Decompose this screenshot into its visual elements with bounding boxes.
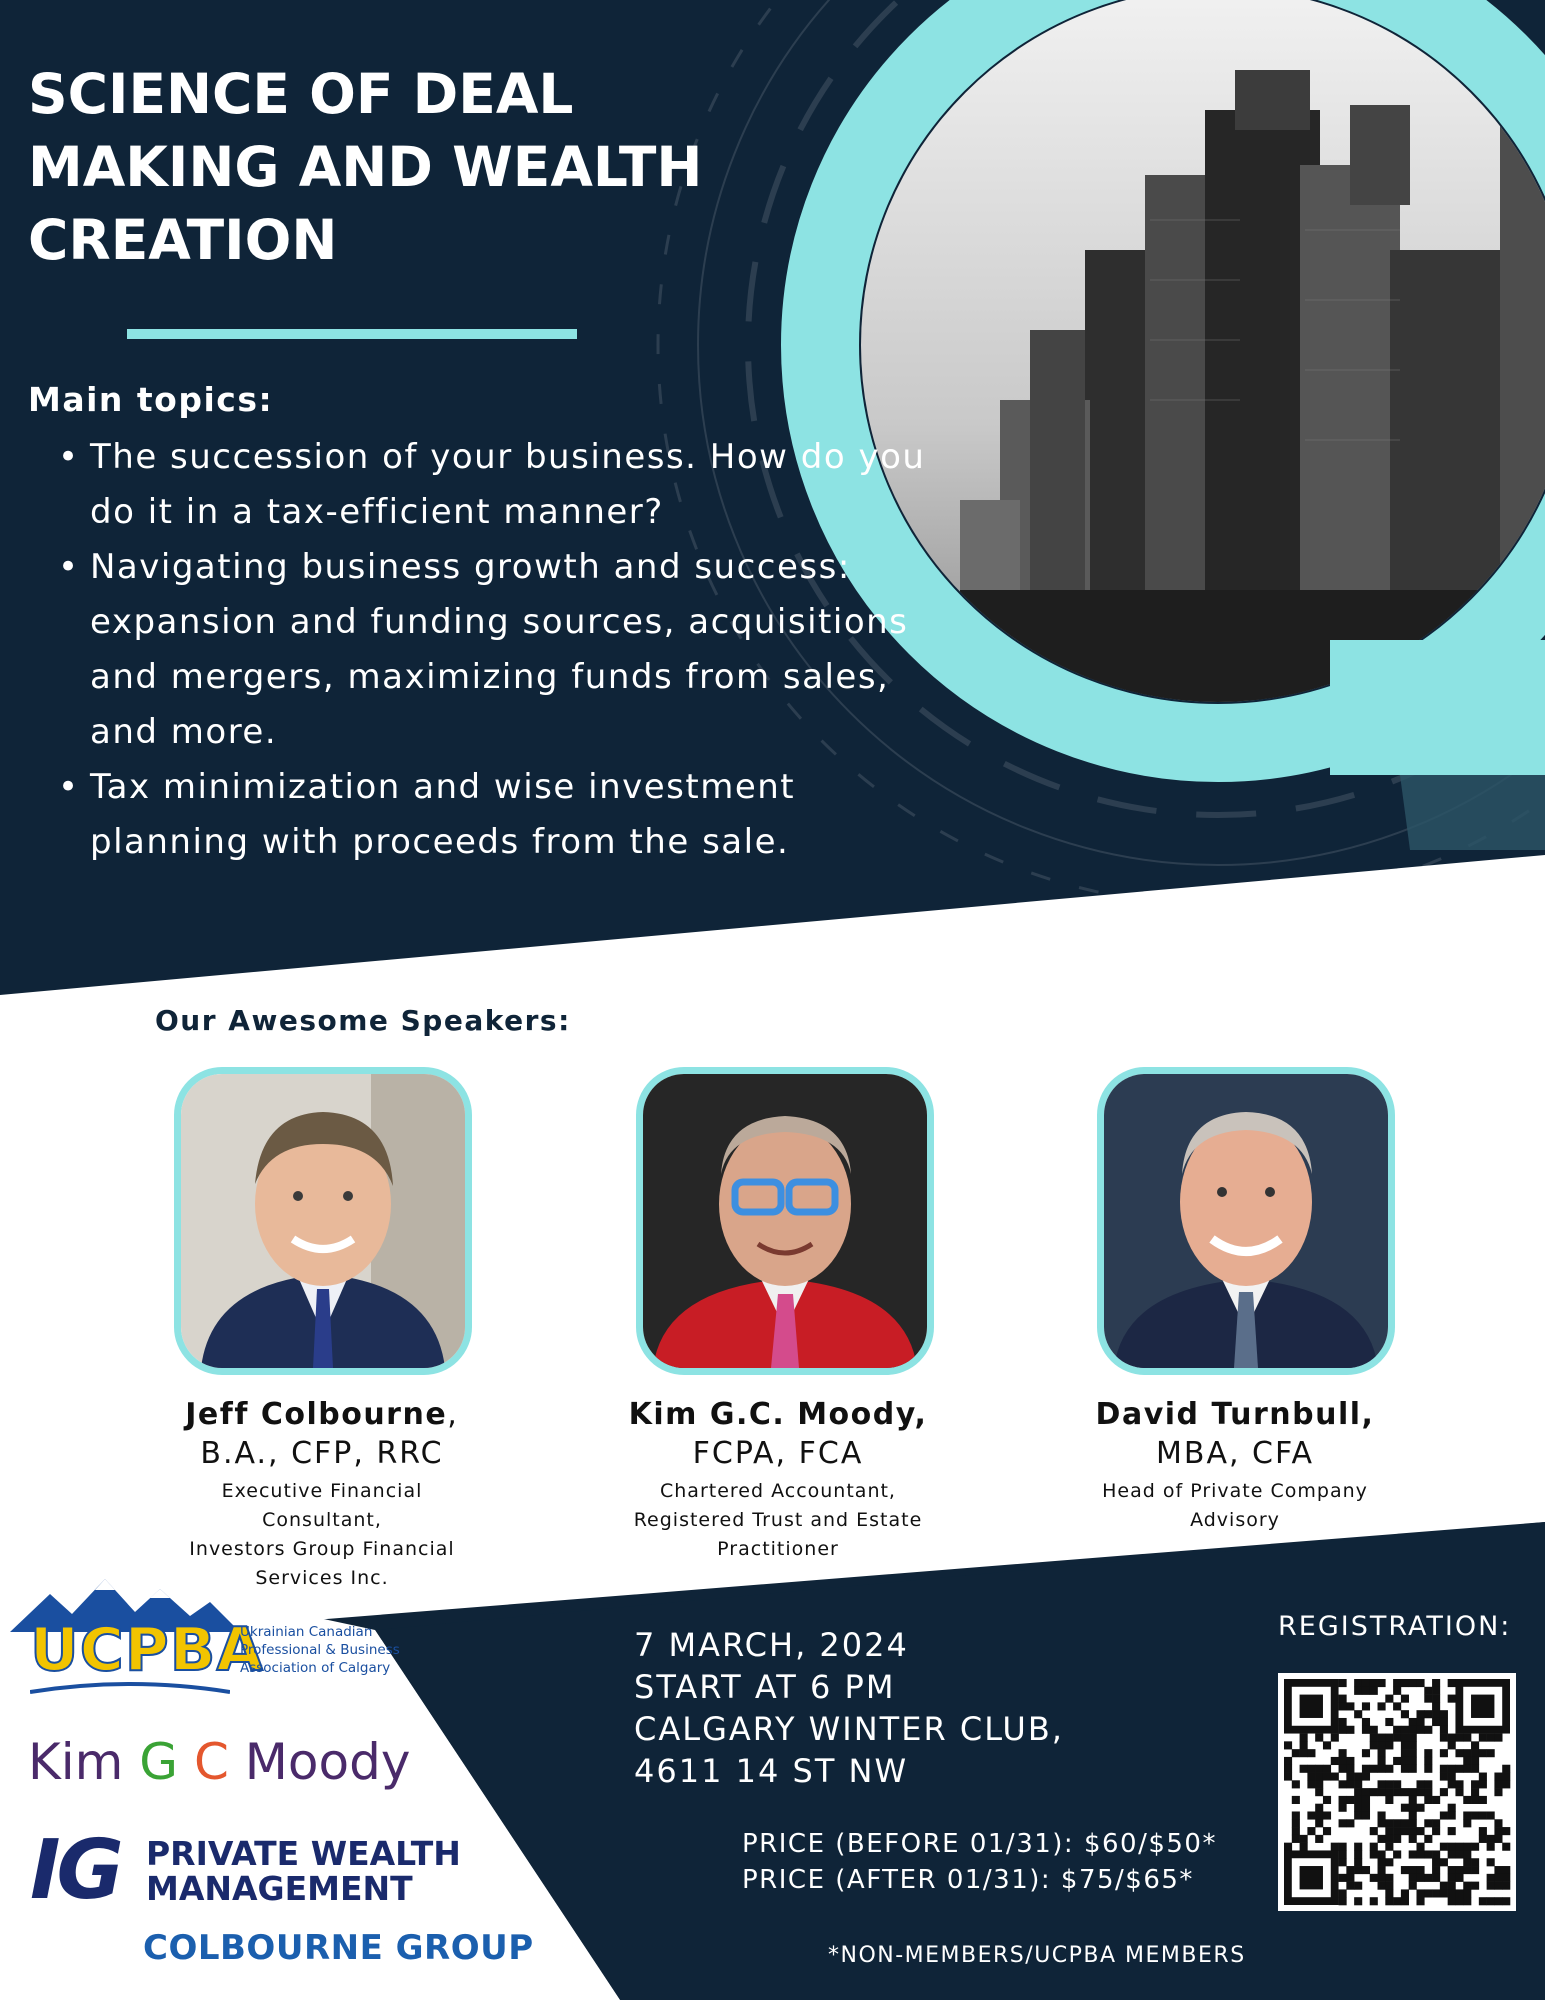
- topic-text: The succession of your business. How do you do it in a tax-efficient manner?: [90, 437, 926, 532]
- bullet-icon: •: [58, 547, 80, 587]
- kim-gc-moody-logo: [28, 1733, 410, 1791]
- speaker-credentials: MBA, CFA: [1155, 1436, 1315, 1471]
- event-address: 4611 14 ST NW: [634, 1752, 909, 1790]
- speaker-card-jeff: [112, 1397, 532, 1593]
- qr-code-icon[interactable]: [1278, 1673, 1516, 1911]
- bullet-icon: •: [58, 767, 80, 807]
- teal-accent-block: [1330, 640, 1545, 775]
- event-prices: [742, 1826, 1217, 1898]
- speaker-card-david: [1025, 1397, 1445, 1535]
- speaker-photo-jeff: [174, 1067, 472, 1375]
- speaker-photo-david: [1097, 1067, 1395, 1375]
- colbourne-group-label: COLBOURNE GROUP: [143, 1928, 534, 1968]
- event-time: START AT 6 PM: [634, 1668, 896, 1706]
- speaker-role: Chartered Accountant, Registered Trust and Estate Practitioner: [633, 1480, 923, 1560]
- ucpba-logo: UCPBA: [30, 1615, 264, 1685]
- ig-logo-text: PRIVATE WEALTH MANAGEMENT: [146, 1834, 461, 1908]
- speaker-photo-kim: [636, 1067, 934, 1375]
- speaker-role: Executive Financial Consultant, Investors Group Financial Services Inc.: [189, 1480, 455, 1589]
- price-footnote: *NON-MEMBERS/UCPBA MEMBERS: [828, 1943, 1246, 1968]
- event-details: [634, 1624, 1064, 1792]
- speakers-heading: Our Awesome Speakers:: [155, 1004, 571, 1037]
- ucpba-subtitle: Ukrainian Canadian Professional & Business Association of Calgary: [240, 1624, 400, 1676]
- speaker-credentials: FCPA, FCA: [692, 1436, 864, 1471]
- speaker-name: David Turnbull,: [1095, 1397, 1375, 1432]
- topic-item: [28, 540, 928, 760]
- speaker-card-kim: [568, 1397, 988, 1564]
- title-underline: [127, 329, 577, 339]
- price-after: PRICE (AFTER 01/31): $75/$65*: [742, 1865, 1194, 1895]
- moody-logo-kim: Kim: [28, 1733, 140, 1791]
- topics-list: [28, 430, 928, 870]
- ig-logo-mark: IG: [30, 1823, 120, 1918]
- teal-accent-block-dark: [1400, 775, 1545, 850]
- speaker-credentials: B.A., CFP, RRC: [200, 1436, 444, 1471]
- moody-logo-name: Moody: [228, 1733, 411, 1791]
- price-before: PRICE (BEFORE 01/31): $60/$50*: [742, 1829, 1217, 1859]
- qr-code-graphic: [1278, 1673, 1516, 1911]
- event-venue: CALGARY WINTER CLUB,: [634, 1710, 1064, 1748]
- topics-heading: Main topics:: [28, 380, 274, 419]
- topic-item: [28, 760, 928, 870]
- ucpba-swoosh-icon: [30, 1680, 230, 1700]
- speaker-role: Head of Private Company Advisory: [1102, 1480, 1368, 1531]
- topic-text: Tax minimization and wise investment planning with proceeds from the sale.: [90, 767, 796, 862]
- event-date: 7 MARCH, 2024: [634, 1626, 909, 1664]
- speaker-name: Kim G.C. Moody,: [628, 1397, 928, 1432]
- moody-logo-c: C: [193, 1733, 229, 1791]
- speaker-name: Jeff Colbourne,: [185, 1397, 459, 1432]
- topic-item: [28, 430, 928, 540]
- moody-logo-g: G: [139, 1733, 179, 1791]
- registration-label: REGISTRATION:: [1278, 1611, 1512, 1642]
- topic-text: Navigating business growth and success: expansion and funding sources, acquisitions and mergers, maximizing funds from sales, and more.: [90, 547, 909, 752]
- page-title: SCIENCE OF DEAL MAKING AND WEALTH CREATION: [28, 62, 703, 272]
- bullet-icon: •: [58, 437, 80, 477]
